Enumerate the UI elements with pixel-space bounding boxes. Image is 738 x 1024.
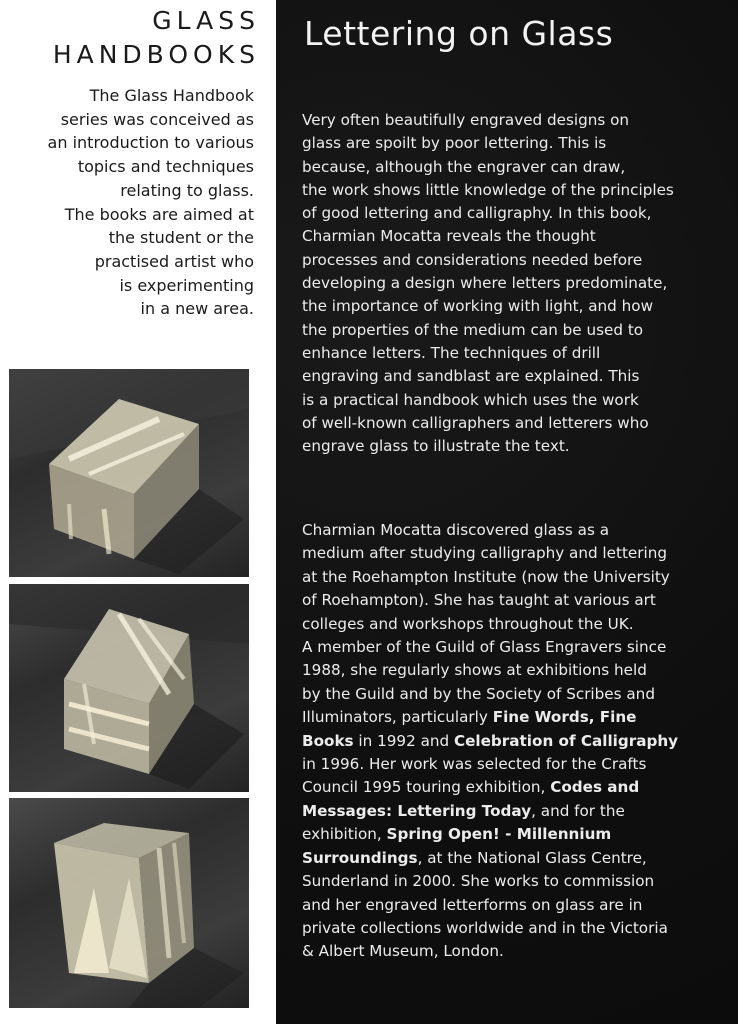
left-column bbox=[0, 0, 276, 1024]
glass-cube-image bbox=[9, 369, 249, 577]
glass-cube-image bbox=[9, 584, 249, 792]
exhibition-title: Books bbox=[302, 731, 354, 750]
bio-text: Council 1995 touring exhibition, bbox=[302, 778, 551, 797]
exhibition-title: Spring Open! - Millennium bbox=[386, 825, 612, 844]
book-description: Very often beautifully engraved designs on glass are spoilt by poor lettering. This is because, although the engraver can draw, the work shows little knowledge of the principles of good lettering and calligraphy. In this book, Charmian Mocatta reveals the thought processes and considerations needed before developing a design where letters predominate, the importance of working with light, and how the properties of the medium can be used to enhance letters. The techniques of drill engraving and sandblast are explained. This is a practical handbook which uses the work of well-known calligraphers and letterers who engrave glass to illustrate the text. bbox=[302, 111, 674, 456]
series-title-line2: HANDBOOKS bbox=[52, 40, 260, 69]
bio-line: and her engraved letterforms on glass are in bbox=[302, 895, 643, 914]
bio-line bbox=[302, 776, 732, 799]
bio-line: of Roehampton). She has taught at various art bbox=[302, 591, 656, 610]
bio-line: colleges and workshops throughout the UK. bbox=[302, 614, 634, 633]
glass-cube-photo-1 bbox=[9, 369, 249, 577]
exhibition-title: Codes and bbox=[550, 778, 640, 797]
series-title-line1: GLASS bbox=[152, 6, 260, 35]
bio-line bbox=[302, 847, 732, 870]
bio-line bbox=[302, 706, 732, 729]
bio-line bbox=[302, 823, 732, 846]
exhibition-title: Surroundings bbox=[302, 848, 418, 867]
bio-line: & Albert Museum, London. bbox=[302, 942, 504, 961]
bio-line: in 1996. Her work was selected for the Crafts bbox=[302, 755, 647, 774]
exhibition-title: Fine Words, Fine bbox=[492, 708, 637, 727]
bio-line: medium after studying calligraphy and lettering bbox=[302, 544, 667, 563]
bio-line: private collections worldwide and in the Victoria bbox=[302, 918, 668, 937]
bio-line: 1988, she regularly shows at exhibitions held bbox=[302, 661, 647, 680]
bio-line: Charmian Mocatta discovered glass as a bbox=[302, 521, 610, 539]
bio-text: in 1992 and bbox=[353, 731, 454, 750]
bio-line: Sunderland in 2000. She works to commission bbox=[302, 872, 655, 891]
exhibition-title: Celebration of Calligraphy bbox=[453, 731, 679, 750]
bio-text: Illuminators, particularly bbox=[302, 708, 493, 727]
exhibition-title: Messages: Lettering Today bbox=[302, 801, 532, 820]
glass-cube-image bbox=[9, 798, 249, 1008]
bio-line: A member of the Guild of Glass Engravers since bbox=[302, 638, 667, 657]
bio-text: exhibition, bbox=[302, 825, 387, 844]
bio-text: , and for the bbox=[531, 801, 625, 820]
glass-cube-photo-3 bbox=[9, 798, 249, 1008]
bio-line: at the Roehampton Institute (now the University bbox=[302, 567, 670, 586]
series-title bbox=[53, 4, 260, 72]
series-blurb: The Glass Handbook series was conceived as an introduction to various topics and techniques relating to glass. The books are aimed at the student or the practised artist who is experimenting in a new area. bbox=[47, 86, 254, 319]
bio-line bbox=[302, 730, 732, 753]
bio-line: by the Guild and by the Society of Scribes and bbox=[302, 684, 655, 703]
glass-cube-photo-2 bbox=[9, 584, 249, 792]
bio-text: , at the National Glass Centre, bbox=[417, 848, 647, 867]
book-title: Lettering on Glass bbox=[304, 14, 614, 53]
bio-line bbox=[302, 800, 732, 823]
author-bio bbox=[302, 519, 732, 964]
right-column bbox=[276, 0, 738, 1024]
